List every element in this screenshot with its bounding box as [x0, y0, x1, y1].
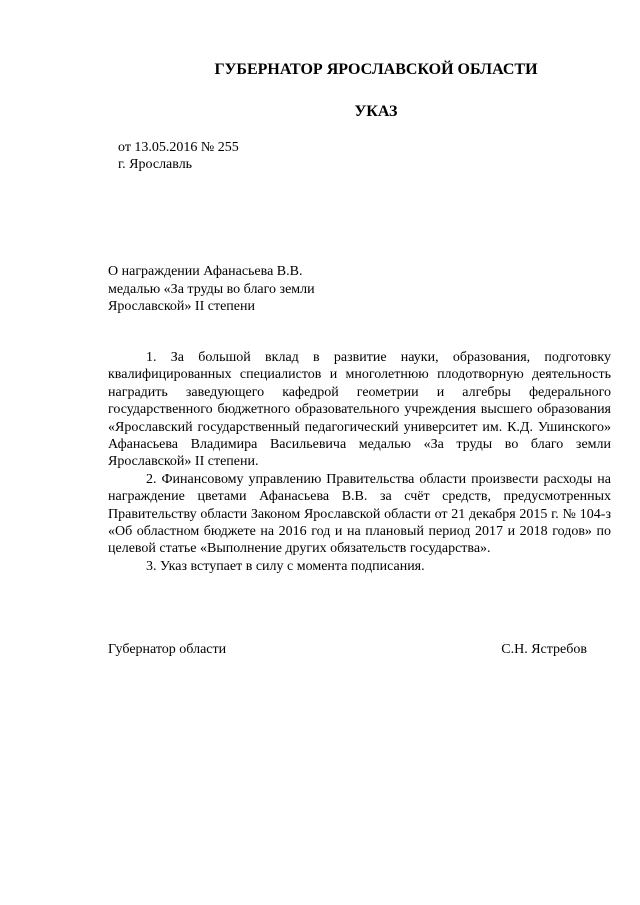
subject-block	[108, 263, 315, 316]
decree-paragraph: 3. Указ вступает в силу с момента подписания.	[146, 558, 425, 574]
subject-line: О награждении Афанасьева В.В.	[108, 264, 303, 279]
document-type-heading: УКАЗ	[354, 103, 398, 120]
decree-paragraph: 2. Финансовому управлению Правительства области произвести расходы на награждение цветами Афанасьева В.В. за счёт средств, предусмотренных Правительству области Законом Ярославской области от 21 декабря 2015 г. № 104-з «Об областном бюджете на 2016 год и на плановый период 2017 и 2018 годов» по целевой статье «Выполнение других обязательств государства».	[108, 471, 611, 557]
subject-line: медалью «За труды во благо земли	[108, 281, 315, 297]
decree-body	[108, 349, 611, 575]
city-line: г. Ярославль	[118, 157, 193, 172]
signatory-name: С.Н. Ястребов	[501, 642, 587, 657]
signatory-position: Губернатор области	[108, 642, 227, 657]
subject-line: Ярославской» II степени	[108, 299, 255, 314]
issuer-heading: ГУБЕРНАТОР ЯРОСЛАВСКОЙ ОБЛАСТИ	[214, 61, 538, 78]
decree-paragraph: 1. За большой вклад в развитие науки, образования, подготовку квалифицированных специалистов и многолетнюю плодотворную деятельность наградить заведующего кафедрой геометрии и алгебры федерального государственного бюджетного образовательного учреждения высшего образования «Ярославский государственный педагогический университет им. К.Д. Ушинского» Афанасьева Владимира Васильевича медалью «За труды во благо земли Ярославской» II степени.	[108, 350, 611, 470]
date-number-line: от 13.05.2016 № 255	[118, 140, 239, 155]
